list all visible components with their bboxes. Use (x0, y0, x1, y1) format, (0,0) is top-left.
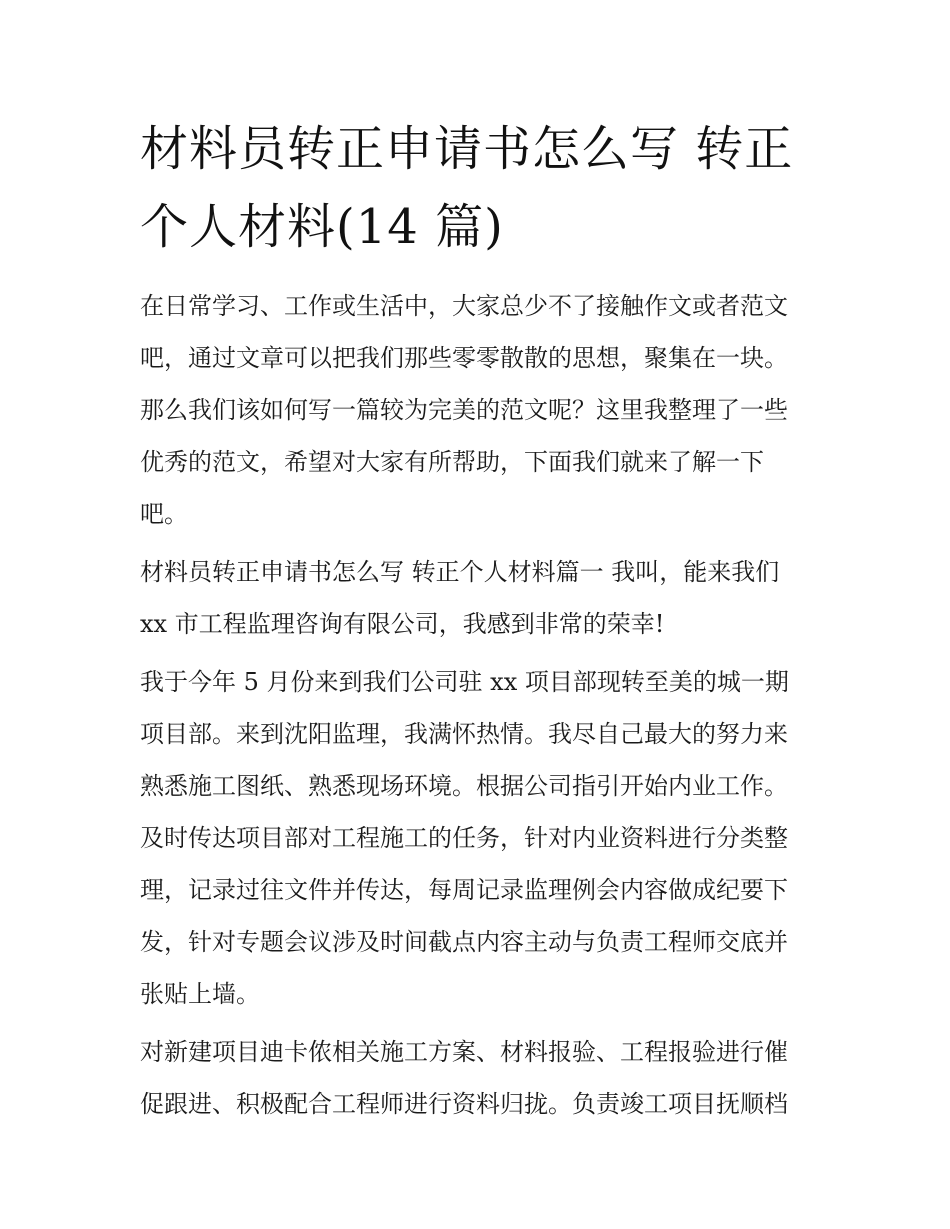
paragraph-line: 优秀的范文，希望对大家有所帮助，下面我们就来了解一下 (140, 448, 764, 476)
paragraph-section-one (140, 546, 820, 650)
paragraph-line: 项目部。来到沈阳监理，我满怀热情。我尽自己最大的努力来 (140, 720, 788, 748)
paragraph-line: 发，针对专题会议涉及时间截点内容主动与负责工程师交底并 (140, 928, 788, 956)
paragraph-line: 及时传达项目部对工程施工的任务，针对内业资料进行分类整 (140, 824, 788, 852)
paragraph-intro (140, 280, 820, 540)
paragraph-line: 张贴上墙。 (140, 980, 260, 1008)
paragraph-line: 吧。 (140, 500, 188, 528)
paragraph-project-docs (140, 1026, 820, 1130)
paragraph-line: 我于今年 5 月份来到我们公司驻 xx 项目部现转至美的城一期 (140, 668, 789, 696)
paragraph-line: 吧，通过文章可以把我们那些零零散散的思想，聚集在一块。 (140, 344, 788, 372)
paragraph-work-experience (140, 656, 820, 1020)
paragraph-line: 对新建项目迪卡侬相关施工方案、材料报验、工程报验进行催 (140, 1038, 788, 1066)
title-line-2: 个人材料(14 篇) (140, 199, 504, 255)
paragraph-line: 理，记录过往文件并传达，每周记录监理例会内容做成纪要下 (140, 876, 788, 904)
paragraph-line: 那么我们该如何写一篇较为完美的范文呢？这里我整理了一些 (140, 396, 788, 424)
paragraph-line: 在日常学习、工作或生活中，大家总少不了接触作文或者范文 (140, 292, 788, 320)
paragraph-line: 熟悉施工图纸、熟悉现场环境。根据公司指引开始内业工作。 (140, 772, 788, 800)
document-title (140, 110, 820, 266)
paragraph-line: 材料员转正申请书怎么写 转正个人材料篇一 我叫，能来我们 (140, 558, 780, 586)
paragraph-line: xx 市工程监理咨询有限公司，我感到非常的荣幸! (140, 610, 665, 638)
title-line-1: 材料员转正申请书怎么写 转正 (140, 121, 794, 177)
paragraph-line: 促跟进、积极配合工程师进行资料归拢。负责竣工项目抚顺档 (140, 1090, 788, 1118)
document-content (140, 110, 820, 1136)
